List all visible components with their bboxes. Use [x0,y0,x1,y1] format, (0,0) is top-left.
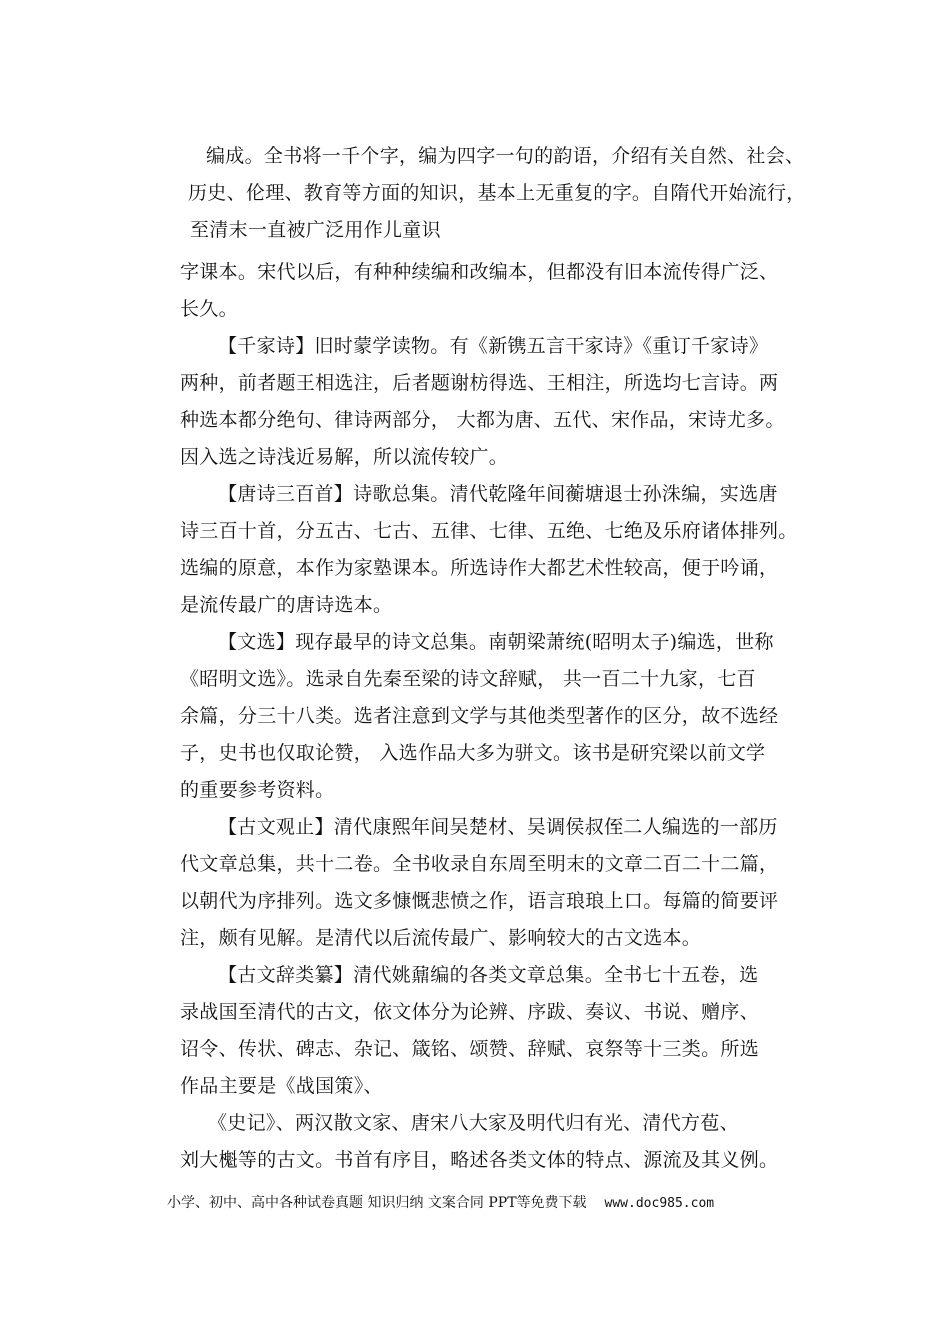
text-line: 【文选】现存最早的诗文总集。南朝梁萧统(昭明太子)编选，世称 [218,631,774,653]
text-line: 至清末一直被广泛用作儿童识 [190,219,441,241]
text-line: 【唐诗三百首】诗歌总集。清代乾隆年间蘅塘退士孙洙编，实选唐 [218,483,778,505]
text-line: 《史记》、两汉散文家、唐宋八大家及明代归有光、清代方苞、 [208,1112,739,1134]
text-line: 选编的原意，本作为家塾课本。所选诗作大都艺术性较高，便于吟诵， [180,557,779,579]
text-line: 《昭明文选》。选录自先秦至梁的诗文辞赋， 共一百二十九家，七百 [180,668,756,690]
text-line: 长久。 [180,298,238,320]
text-line: 【古文辞类纂】清代姚鼐编的各类文章总集。全书七十五卷，选 [218,964,759,986]
text-line: 诗三百十首，分五古、七古、五律、七律、五绝、七绝及乐府诸体排列。 [180,520,798,542]
text-line: 录战国至清代的古文，依文体分为论辨、序跋、奏议、书说、赠序、 [180,1001,760,1023]
text-line: 是流传最广的唐诗选本。 [180,594,393,616]
text-line: 【古文观止】清代康熙年间吴楚材、吴调侯叔侄二人编选的一部历 [218,816,778,838]
footer-url[interactable]: www.doc985.com [604,1196,715,1211]
text-line: 诏令、传状、碑志、杂记、箴铭、颂赞、辞赋、哀祭等十三类。所选 [180,1038,760,1060]
text-line: 作品主要是《战国策》、 [180,1075,383,1097]
text-line: 的重要参考资料。 [180,779,335,801]
text-line: 代文章总集，共十二卷。全书收录自东周至明末的文章二百二十二篇， [180,853,779,875]
text-line: 注，颇有见解。是清代以后流传最广、影响较大的古文选本。 [180,927,702,949]
page-footer [167,1193,714,1214]
text-line: 因入选之诗浅近易解，所以流传较广。 [180,446,509,468]
text-line: 字课本。宋代以后，有种种续编和改编本，但都没有旧本流传得广泛、 [180,261,779,283]
text-line: 【千家诗】旧时蒙学读物。有《新镌五言干家诗》《重订千家诗》 [218,335,769,357]
text-line: 历史、伦理、教育等方面的知识，基本上无重复的字。自隋代开始流行， [188,182,806,204]
text-line: 编成。全书将一千个字，编为四字一句的韵语，介绍有关自然、社会、 [206,145,805,167]
footer-text: 小学、初中、高中各种试卷真题 知识归纳 文案合同 PPT等免费下载 [167,1195,587,1211]
text-line: 子，史书也仅取论赞， 入选作品大多为骈文。该书是研究梁以前文学 [180,742,766,764]
text-line: 余篇，分三十八类。选者注意到文学与其他类型著作的区分，故不选经 [180,705,779,727]
text-line: 种选本都分绝句、律诗两部分， 大都为唐、五代、宋作品，宋诗尤多。 [180,409,785,431]
text-line: 以朝代为序排列。选文多慷慨悲愤之作，语言琅琅上口。每篇的简要评 [180,890,779,912]
text-line: 两种，前者题王相选注，后者题谢枋得选、王相注，所选均七言诗。两 [180,372,779,394]
text-line: 刘大櫆等的古文。书首有序目，略述各类文体的特点、源流及其义例。 [180,1149,779,1171]
